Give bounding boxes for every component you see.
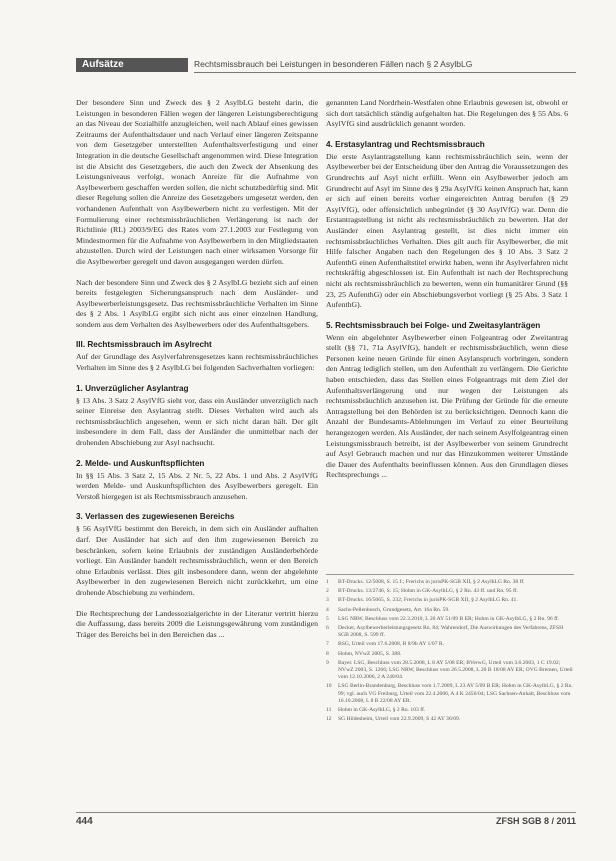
footnotes [326,574,574,725]
footnote-number: 3 [326,597,329,604]
paragraph: § 13 Abs. 3 Satz 2 AsylVfG sieht vor, dass ein Ausländer unverzüglich nach seiner Einreise den Asylantrag stellt. Dieses Verhalten wird auch als rechtsmissbräuchlich angesehen, wenn er sich nicht daran hält. Der gilt insbesondere in dem Fall, dass der Ausländer die unmittelbar nach der drohenden Abschiebung zur Asyl nachsucht. [76,395,318,448]
paragraph: Auf der Grundlage des Asylverfahrensgesetzes kann rechtsmissbräuchliches Verhalten im Sinne des § 2 AsylbLG bei folgenden Sachverhalten vorliegen: [76,352,318,373]
footnote-text: BSG, Urteil vom 17.6.2008, B 8/9b AY 1/07 R. [338,641,445,648]
subsection-heading: 5. Rechtsmissbrauch bei Folge- und Zweitasylanträgen [326,320,541,330]
footnote-text: BT-Drucks. 12/5008, S. 15 f.; Frerichs in jurisPK-SGB XII, § 2 AsylbLG Rn. 38 ff. [338,579,525,585]
footnote-text: BT-Drucks. 13/2746, S. 15; Hohm in GK-AsylbLG, § 2 Rn. 43 ff. und Rn. 95 ff. [338,588,518,595]
right-column [326,98,568,491]
footnote [326,597,574,604]
footnote-text: SG Hildesheim, Urteil vom 22.9.2009, S 42 AY 36/09. [338,716,461,723]
paragraph: Die erste Asylantragstellung kann rechtsmissbräuchlich sein, wenn der Asylbewerber bei der Entscheidung über den Antrag die Voraussetzungen des Grundrechts auf Asyl nicht erfüllt. Wenn ein Asylbewerber jedoch am Grundrecht auf Asyl im Sinne des § 29a AsylVfG keinen Anspruch hat, kann er sich auf einen bereits vorher eingereichten Antrag berufen (§ 29 AsylVfG), oder offensichtlich unbegründet (§ 30 AsylVfG) war. Denn die Erstantragstellung ist nicht als rechtsmissbräuchlich zu bewerten. Hat der Ausländer einen Asylantrag gestellt, ist dies nicht immer ein rechtsmissbräuchliches Verhalten. Dies gilt auch für Asylbewerber, die mit Hilfe falscher Angaben nach den Regelungen des § 10 Abs. 3 Satz 2 AufenthG einen Aufenthaltstitel erwirkt haben, wenn ihr Asylverfahren nicht rechtskräftig abgeschlossen ist. Ein Aufenthalt ist nach der Rechtsprechung nicht als rechtsmissbräuchlich zu bewerten, wenn ein humanitärer Grund (§§ 23, 25 AufenthG) oder ein Abschiebungsverbot vorliegt (§ 25 Abs. 3 Satz 1 AufenthG). [326,151,568,310]
journal-reference: ZFSH SGB 8 / 2011 [495,816,576,826]
footnote [326,607,574,614]
footnote-number: 7 [326,641,329,648]
subsection-heading: 2. Melde- und Auskunftspflichten [76,458,205,468]
footnote-number: 4 [326,606,329,613]
footnote [326,641,574,648]
footnote-number: 12 [326,716,332,723]
subsection-heading: 3. Verlassen des zugewiesenen Bereichs [76,512,235,522]
footnote-number: 9 [326,659,329,666]
footnote-text: Hohm, NVwZ 2005, S. 388. [338,650,402,657]
left-column [76,98,318,650]
footnote-text: BT-Drucks. 16/5065, S. 232; Frerichs in jurisPK-SGB XII, § 2 AsylbLG Rn. 41. [338,597,518,604]
footnote-text: Sachs-Pellenbusch, Grundgesetz, Art. 16a Rn. 59. [338,606,450,613]
footnote-number: 5 [326,615,329,622]
page-footer [76,812,576,829]
page-header [76,58,576,72]
footnote-number: 10 [326,683,332,690]
paragraph: Nach der besondere Sinn und Zweck des § 2 AsylbLG bezieht sich auf einen bereits festgelegten Sicherungsanspruch nach dem Ausländer- und Asylbewerberleistungsgesetz. Das rechtsmissbräuchliche Verhalten im Sinne des § 2 Abs. 1 AsylbLG ergibt sich nicht aus einer einzelnen Handlung, sondern aus dem Verhalten des Asylbewerbers oder des Aufenthaltsgebers. [76,277,318,329]
running-title: Rechtsmissbrauch bei Leistungen in besonderen Fällen nach § 2 AsylbLG [194,58,576,73]
section-label: Aufsätze [76,58,188,72]
footnote [326,625,574,639]
section-heading: III. Rechtsmissbrauch im Asylrecht [76,340,212,350]
footnote-number: 8 [326,650,329,657]
footnote [326,683,574,705]
footnote [326,707,574,714]
footnote-text: LSG Berlin-Brandenburg, Beschluss vom 1.7.2009, L 23 AY 5/09 B ER; Hohm in GK-AsylbLG, § 2 Rn. 99; vgl. auch VG Freiburg, Urteil vom 22.4.2006, A 4 K 2456/04; LSG Sachsen-Anhalt, Beschluss vom 16.10.2008, L 8 B 22/08 AY ER. [338,683,573,704]
footnote-text: Decker, Asylbewerberleistungsgesetz Rn. 84; Wahrendorf, Die Auswirkungen des Verfahrens, ZFSH SGB 2008, S. 599 ff. [338,625,564,639]
footnote-number: 11 [326,707,332,714]
paragraph: Der besondere Sinn und Zweck des § 2 AsylbLG besteht darin, die Leistungen in besonderen Fällen wegen der längeren Leistungsberechtigung an das Niveau der Sozialhilfe anzugleichen, weil nach Ablauf eines gewissen Zeitraums der Aufenthaltsdauer und nach Verlauf einer längeren Zeitspanne von dem Gesetzgeber unterstellten Aufenthaltsverfestigung und einer Integration in die deutsche Gesellschaft angenommen wird. Diese Integration ist die Absicht des Gesetzgebers, die auch den Zweck der Absenkung des Leistungsniveaus verfolgt, wonach Anreize für die Aufnahme von Asylbewerbern geschaffen werden sollen, die nicht schutzbedürftig sind. Mit dieser Regelung sollen die Anreize des Gesetzgebers umgesetzt werden, den vorhandenen Aufenthalt von Asylbewerbern nicht zu verfestigen. Mit der Formulierung einer rechtsmissbräuchlichen Verlängerung ist nach der Richtlinie (RL) 2003/9/EG des Rates vom 27.1.2003 zur Festlegung von Mindestnormen für die Aufnahme von Asylbewerbern in den Mitgliedstaaten abzustellen. Durch wird der Leistungen nach einer wirksamen Vorsorge für die Asylbewerber geregelt und davon ausgegangen werden dürfen. [76,98,318,266]
page-number: 444 [76,816,93,827]
footnote-number: 2 [326,588,329,595]
footnote [326,651,574,658]
paragraph: genannten Land Nordrhein-Westfalen ohne Erlaubnis gewesen ist, obwohl er sich dort tatsächlich ständig aufgehalten hat. Die Regelungen des § 55 Abs. 6 AsylVfG sind ausdrücklich genannt worden. [326,98,568,129]
footnote [326,588,574,595]
footnote-text: Hohm in GK-AsylbLG, § 2 Rn. 103 ff. [338,707,426,714]
footnote-number: 1 [326,579,329,585]
footnote [326,660,574,682]
paragraph: Die Rechtsprechung der Landessozialgerichte in der Literatur vertritt hierzu die Auffassung, dass bereits 2009 die Leistungsgewährung vom zuständigen Träger des Bereichs bei in den Bereichen das ... [76,608,318,639]
footnote-number: 6 [326,625,329,632]
footnote-text: Bayer. LSG, Beschluss vom 28.5.2008, L 8 AY 5/08 ER; BVerwG, Urteil vom 3.6.2003, 1 C 19.02; NVwZ 2003, S. 1266; LSG NRW, Beschluss vom 26.5.2008, L 20 B 18/08 AY ER; OVG Bremen, Urteil vom 12.10.2006, 2 A 240/04. [338,659,573,681]
footnote [326,616,574,623]
footnote-text: LSG NRW, Beschluss vom 22.3.2010, L 20 AY 51/09 B ER; Hohm in GK-AsylbLG, § 2 Rn. 96 ff. [338,615,560,622]
paragraph: Wenn ein abgelehnter Asylbewerber einen Folgeantrag oder Zweitantrag stellt (§§ 71, 71a AsylVfG), handelt er rechtsmissbräuchlich, wenn diese Personen keine neuen Gründe für einen Asylanspruch vorbringen, sondern den Antrag lediglich stellen, um den Aufenthalt zu verlängern. Die Gerichte haben entschieden, dass das Stellen eines Folgeantrags mit dem Ziel der Aufenthaltsverlängerung und nur wegen der Leistungen als rechtsmissbräuchlich anzusehen ist. Die Prüfung der Gründe für die erneute Antragstellung bei den Behörden ist zu berücksichtigen. Dennoch kann die Anzahl der Bundesamts-Ablehnungen im Verlauf zu einer Beurteilung herangezogen werden. Als Ausländer, der nach seinem Asylfolgeantrag einen Leistungsmissbrauch betreibt, ist der Asylbewerber von seinem Grundrecht auf Asyl Gebrauch machen und nur das Hinzukommen weiterer Umstände die Dauer des Aufenthalts beeinflussen können. Aus den Grundlagen dieses Rechtsprechungs ... [326,332,568,480]
footnote [326,579,574,586]
subsection-heading: 4. Erstasylantrag und Rechtsmissbrauch [326,139,485,149]
footnote [326,716,574,723]
subsection-heading: 1. Unverzüglicher Asylantrag [76,383,189,393]
paragraph: In §§ 15 Abs. 3 Satz 2, 15 Abs. 2 Nr. 5, 22 Abs. 1 und Abs. 2 AsylVfG werden Melde- und Auskunftspflichten des Asylbewerbers geregelt. Ein Verstoß hiergegen ist als Rechtsmissbrauch anzusehen. [76,470,318,501]
paragraph: § 56 AsylVfG bestimmt den Bereich, in dem sich ein Ausländer aufhalten darf. Der Ausländer hat sich auf den ihm zugewiesenen Bereich zu beschränken, sofern keine Erlaubnis der zuständigen Ausländerbehörde vorliegt. Ein Ausländer handelt rechtsmissbräuchlich, wenn er den Bereich ohne Erlaubnis verlässt. Dies gilt insbesondere dann, wenn der abgelehnte Asylbewerber in den zugewiesenen Bereich nicht zurückkehrt, um eine drohende Abschiebung zu verhindern. [76,524,318,597]
